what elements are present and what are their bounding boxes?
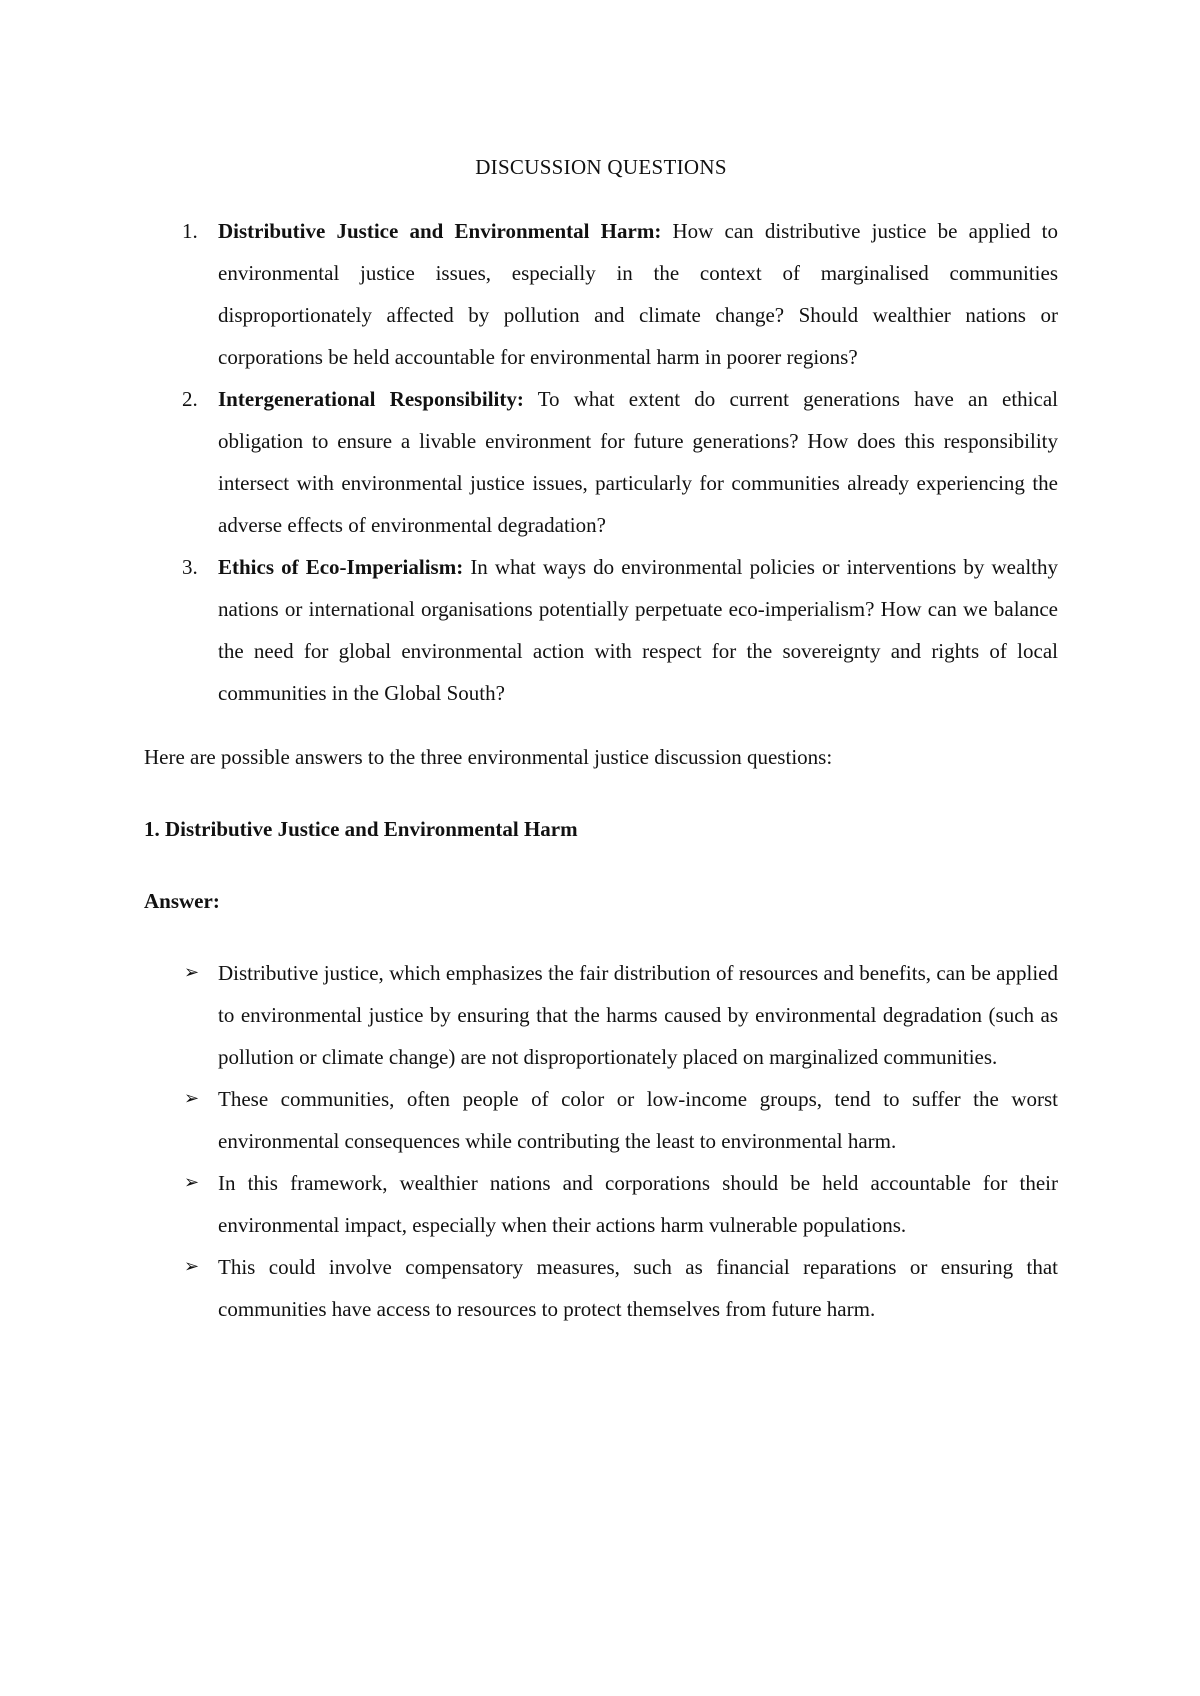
bullet-text: In this framework, wealthier nations and corporations should be held accountable for their environmental impact, especially when their actions harm vulnerable populations.	[218, 1171, 1058, 1237]
document-title: DISCUSSION QUESTIONS	[475, 155, 727, 179]
questions-list	[144, 210, 1058, 714]
arrow-bullet-icon: ➢	[184, 1256, 200, 1277]
bullet-item	[144, 952, 1058, 1078]
bullet-text: Distributive justice, which emphasizes the fair distribution of resources and benefits, can be applied to environmental justice by ensuring that the harms caused by environmental degradation (such as pollution or climate change) are not disproportionately placed on marginalized communities.	[218, 961, 1058, 1069]
bullet-item	[144, 1078, 1058, 1162]
bullet-item	[144, 1246, 1058, 1330]
question-heading: Intergenerational Responsibility:	[218, 387, 524, 411]
arrow-bullet-icon: ➢	[184, 1088, 200, 1109]
question-number: 1.	[182, 219, 198, 243]
question-number: 2.	[182, 387, 198, 411]
question-item	[144, 378, 1058, 546]
question-item	[144, 546, 1058, 714]
arrow-bullet-icon: ➢	[184, 1172, 200, 1193]
question-heading: Distributive Justice and Environmental Harm:	[218, 219, 662, 243]
question-text: To what extent do current generations have an ethical obligation to ensure a livable environment for future generations? How does this responsibility intersect with environmental justice issues, particularly for communities already experiencing the adverse effects of environmental degradation?	[218, 387, 1058, 537]
answer-bullet-list	[144, 952, 1058, 1330]
intro-paragraph: Here are possible answers to the three environmental justice discussion questions:	[144, 745, 833, 769]
section-heading: 1. Distributive Justice and Environmental Harm	[144, 817, 578, 841]
question-item	[144, 210, 1058, 378]
arrow-bullet-icon: ➢	[184, 962, 200, 983]
answer-label: Answer:	[144, 889, 220, 913]
question-text: In what ways do environmental policies or interventions by wealthy nations or international organisations potentially perpetuate eco-imperialism? How can we balance the need for global environmental action with respect for the sovereignty and rights of local communities in the Global South?	[218, 555, 1058, 705]
document-body	[144, 146, 1058, 1330]
question-text: How can distributive justice be applied to environmental justice issues, especially in the context of marginalised communities disproportionately affected by pollution and climate change? Should wealthier nations or corporations be held accountable for environmental harm in poorer regions?	[218, 219, 1058, 369]
bullet-text: This could involve compensatory measures, such as financial reparations or ensuring that communities have access to resources to protect themselves from future harm.	[218, 1255, 1058, 1321]
bullet-text: These communities, often people of color or low-income groups, tend to suffer the worst environmental consequences while contributing the least to environmental harm.	[218, 1087, 1058, 1153]
bullet-item	[144, 1162, 1058, 1246]
question-number: 3.	[182, 555, 198, 579]
question-heading: Ethics of Eco-Imperialism:	[218, 555, 464, 579]
